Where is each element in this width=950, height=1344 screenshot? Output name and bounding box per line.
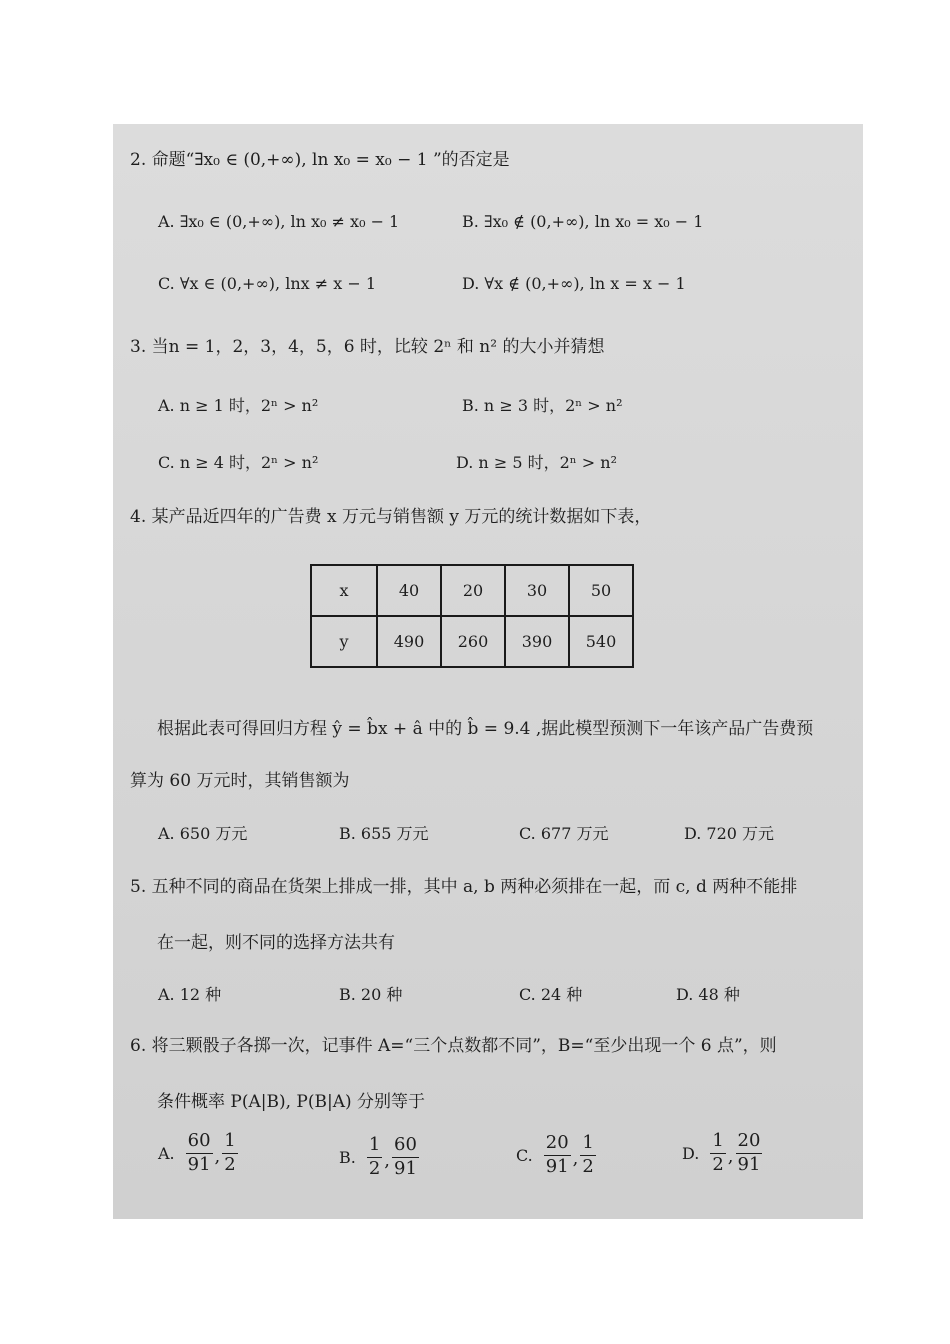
table-cell: 20 [441,565,505,616]
fraction [544,1134,571,1177]
fraction [367,1136,382,1179]
table-row-x [311,565,633,616]
denominator: 2 [582,1155,594,1177]
fraction [710,1132,725,1175]
numerator: 1 [710,1132,725,1154]
numerator: 20 [736,1132,763,1154]
table-row-y [311,616,633,667]
q3-option-a: A. n ≥ 1 时，2ⁿ > n² [158,396,319,415]
table-cell: 390 [505,616,569,667]
q4-option-d: D. 720 万元 [684,824,775,843]
table-cell: 490 [377,616,441,667]
separator: , [214,1145,221,1167]
q6-stem-line1: 6. 将三颗骰子各掷一次，记事件 A=“三个点数都不同”，B=“至少出现一个 6 点”，则 [130,1036,777,1056]
q5-option-a: A. 12 种 [158,985,222,1004]
q4-option-c: C. 677 万元 [519,824,609,843]
fraction [580,1134,595,1177]
q6-option-a [158,1132,239,1175]
q5-option-b: B. 20 种 [339,985,403,1004]
numerator: 1 [580,1134,595,1156]
q3-option-b: B. n ≥ 3 时，2ⁿ > n² [462,396,623,415]
q6-option-d [682,1132,763,1175]
option-label: D. [682,1143,700,1163]
q4-option-b: B. 655 万元 [339,824,429,843]
table-cell: y [311,616,377,667]
q5-option-c: C. 24 种 [519,985,583,1004]
q6-option-b [339,1136,420,1179]
q4-text-line1: 根据此表可得回归方程 ŷ = b̂x + â 中的 b̂ = 9.4 ,据此模型预测下一年该产品广告费预 [157,719,814,739]
q2-option-d: D. ∀x ∉ (0,+∞), ln x = x − 1 [462,274,686,293]
fraction [222,1132,237,1175]
table-cell: 50 [569,565,633,616]
option-label: B. [339,1147,356,1167]
numerator: 60 [186,1132,213,1154]
table-cell: 30 [505,565,569,616]
denominator: 2 [712,1153,724,1175]
q5-option-d: D. 48 种 [676,985,740,1004]
q2-option-b: B. ∃x₀ ∉ (0,+∞), ln x₀ = x₀ − 1 [462,212,704,231]
numerator: 1 [367,1136,382,1158]
denominator: 2 [224,1153,236,1175]
q2-option-a: A. ∃x₀ ∈ (0,+∞), ln x₀ ≠ x₀ − 1 [158,212,400,231]
fraction [736,1132,763,1175]
table-cell: x [311,565,377,616]
option-label: C. [516,1145,533,1165]
separator: , [727,1145,734,1167]
q3-stem: 3. 当n = 1，2，3，4，5，6 时，比较 2ⁿ 和 n² 的大小并猜想 [130,337,605,357]
table-cell: 540 [569,616,633,667]
denominator: 91 [187,1153,211,1175]
q4-stem: 4. 某产品近四年的广告费 x 万元与销售额 y 万元的统计数据如下表， [130,507,652,527]
numerator: 1 [222,1132,237,1154]
denominator: 91 [394,1157,417,1179]
numerator: 20 [544,1134,571,1156]
q5-stem-line1: 5. 五种不同的商品在货架上排成一排，其中 a, b 两种必须排在一起，而 c, d 两种不能排 [130,877,798,897]
q6-stem-line2: 条件概率 P(A|B), P(B|A) 分别等于 [157,1092,426,1112]
q6-option-c [516,1134,597,1177]
denominator: 91 [545,1155,569,1177]
numerator: 60 [392,1136,419,1158]
statistics-table [310,564,634,668]
q2-stem: 2. 命题“∃x₀ ∈ (0,+∞), ln x₀ = x₀ − 1 ”的否定是 [130,150,510,170]
table-cell: 260 [441,616,505,667]
table-cell: 40 [377,565,441,616]
fraction [186,1132,213,1175]
q3-option-c: C. n ≥ 4 时，2ⁿ > n² [158,453,319,472]
q2-option-c: C. ∀x ∈ (0,+∞), lnx ≠ x − 1 [158,274,376,293]
separator: , [572,1147,579,1169]
separator: , [384,1149,391,1171]
q5-stem-line2: 在一起，则不同的选择方法共有 [157,933,395,953]
denominator: 2 [368,1157,381,1179]
denominator: 91 [737,1153,761,1175]
q3-option-d: D. n ≥ 5 时，2ⁿ > n² [456,453,617,472]
q4-option-a: A. 650 万元 [158,824,248,843]
fraction [392,1136,419,1179]
q4-text-line2: 算为 60 万元时，其销售额为 [130,771,350,791]
option-label: A. [158,1143,175,1163]
